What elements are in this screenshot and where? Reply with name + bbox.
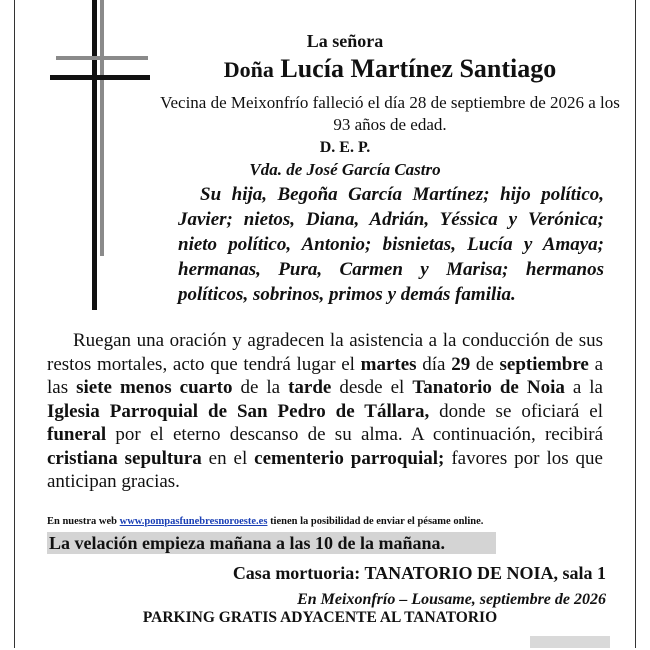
announcement-burial: cristiana sepultura [47, 447, 202, 469]
announcement-text: de [470, 353, 500, 375]
cross-horizontal-bar [50, 75, 150, 80]
announcement-origin: Tanatorio de Noia [412, 377, 565, 398]
announcement-cemetery: cementerio parroquial; [254, 447, 445, 469]
velacion-banner: La velación empieza mañana a las 10 de la mañana. [47, 532, 496, 554]
announcement-date: 29 [451, 353, 471, 375]
casa-mortuoria: Casa mortuoria: TANATORIO DE NOIA, sala 1 [232, 563, 606, 583]
announcement-period: tarde [288, 377, 332, 398]
cross-vertical-shadow [100, 0, 104, 256]
announcement-text: por el eterno descanso de su alma. A continuación, recibirá [106, 424, 603, 445]
name-prefix: Doña [223, 57, 274, 82]
widow-line: Vda. de José García Castro [249, 160, 441, 179]
announcement-text: a la [564, 377, 603, 398]
announcement-time: siete menos cuarto [76, 377, 233, 398]
family-paragraph: Su hija, Begoña García Martínez; hijo político, Javier; nietos, Diana, Adrián, Yéssica y Verónica; nieto político, Antonio; bisnietas, Lucía y Amaya; hermanas, Pura, Carmen y Marisa; hermanos políticos, sobrinos, primos y demás familia. [178, 184, 604, 305]
cross-vertical-bar [92, 0, 97, 310]
website-link[interactable]: www.pompasfunebresnoroeste.es [119, 516, 268, 527]
announcement-funeral: funeral [47, 424, 107, 445]
web-notice-prefix: En nuestra web [47, 516, 120, 527]
corner-logo-fragment [530, 636, 610, 648]
web-notice-suffix: tienen la posibilidad de enviar el pésame online. [267, 516, 484, 527]
announcement-text: donde se oficiará el [429, 400, 604, 422]
dep-line: D. E. P. [319, 139, 371, 156]
announcement-text: favores por los que anticipan gracias. [47, 447, 603, 492]
announcement-text: Ruegan una oración y agradecen la asistencia a la conducción de sus restos mortales, acto que tendrá lugar el [47, 330, 603, 375]
cross-horizontal-shadow [56, 56, 148, 60]
parking-notice: PARKING GRATIS ADYACENTE AL TANATORIO [142, 609, 498, 626]
announcement-month: septiembre [499, 353, 589, 375]
place-date: En Meixonfrío – Lousame, septiembre de 2026 [297, 591, 606, 608]
announcement-church: Iglesia Parroquial de San Pedro de Tállara, [47, 400, 430, 422]
deceased-name-line [150, 54, 630, 84]
salutation: La señora [306, 31, 384, 51]
announcement-text: en el [201, 447, 255, 469]
announcement-text: a las [47, 353, 604, 398]
announcement-text: desde el [331, 377, 413, 398]
residence-line: Vecina de Meixonfrío falleció el día 28 de septiembre de 2026 a los 93 años de edad. [160, 93, 620, 134]
announcement-paragraph [47, 329, 603, 494]
announcement-text: de la [232, 377, 289, 398]
deceased-name: Lucía Martínez Santiago [280, 54, 557, 83]
web-notice [47, 516, 607, 527]
announcement-day: martes [360, 353, 417, 375]
announcement-text: día [416, 353, 452, 375]
